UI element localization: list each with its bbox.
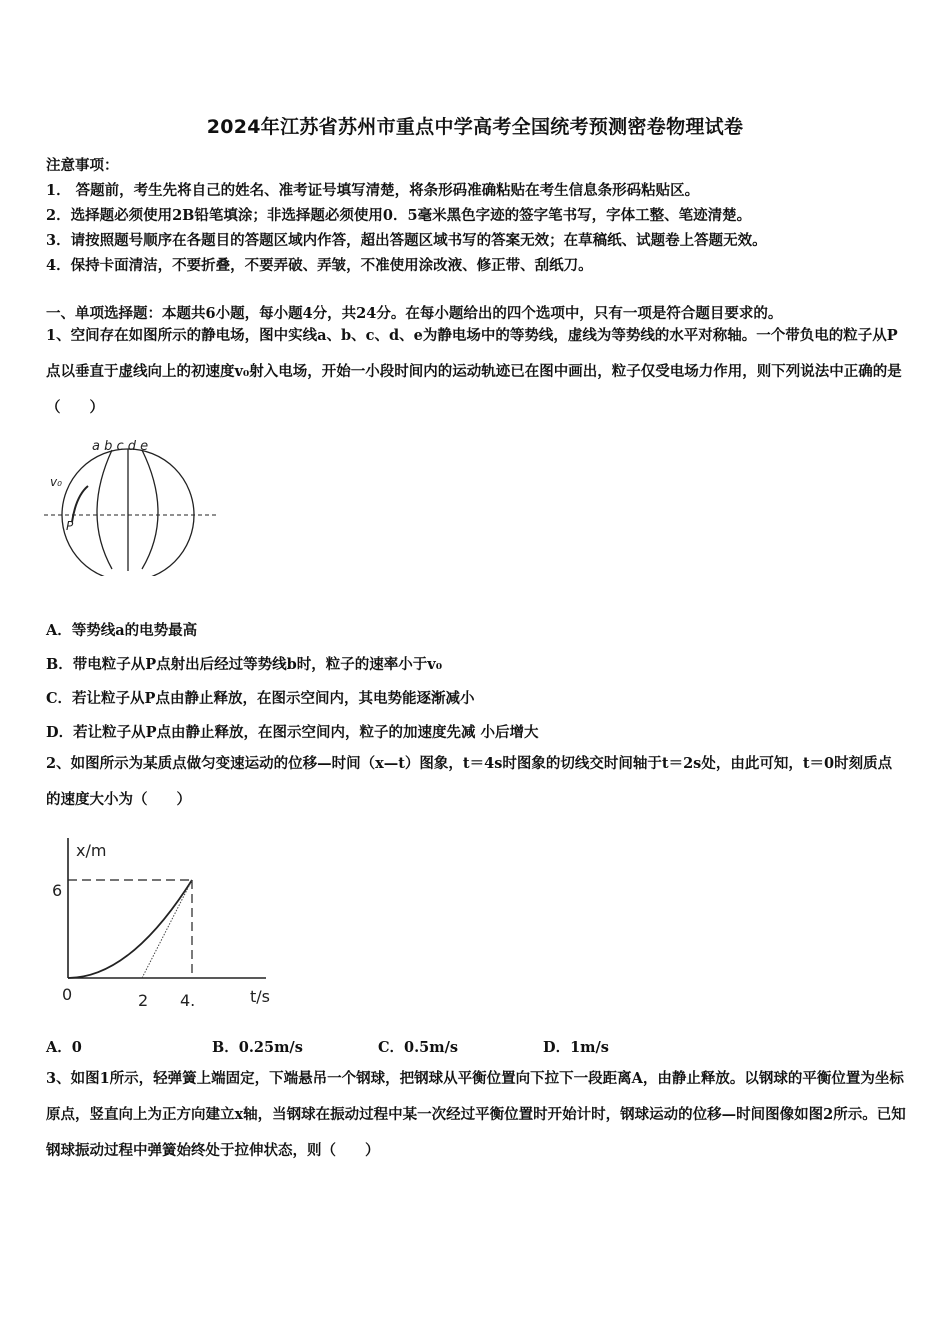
trajectory xyxy=(72,486,88,522)
xt-curve xyxy=(68,880,192,978)
p-label: P xyxy=(66,519,74,533)
x-tick-4: 4. xyxy=(180,991,196,1010)
question-2-stem: 2、如图所示为某质点做匀变速运动的位移—时间（x—t）图象，t＝4s时图象的切线交时间轴于t＝2s处，由此可知，t＝0时刻质点的速度大小为（ ） xyxy=(46,755,893,808)
q1-option-b: B．带电粒子从P点射出后经过等势线b时，粒子的速率小于v₀ xyxy=(46,656,443,673)
y-axis-label: x/m xyxy=(76,841,107,860)
page-title: 2024年江苏省苏州市重点中学高考全国统考预测密卷物理试卷 xyxy=(206,116,744,138)
y-tick-6: 6 xyxy=(52,881,63,900)
x-tick-2: 2 xyxy=(138,991,149,1010)
question-3-stem: 3、如图1所示，轻弹簧上端固定，下端悬吊一个钢球，把钢球从平衡位置向下拉下一段距离A，由静止释放。以钢球的平衡位置为坐标原点，竖直向上为正方向建立x轴，当钢球在振动过程中某一次经过平衡位置时开始计时，钢球运动的位移—时间图像如图2所示。已知钢球振动过程中弹簧始终处于拉伸状态，则（ ） xyxy=(46,1070,906,1159)
line-labels: a b c d e xyxy=(92,439,149,454)
origin-label: 0 xyxy=(62,985,73,1004)
q1-option-a: A．等势线a的电势最高 xyxy=(46,622,198,639)
equipotential-d xyxy=(142,450,158,569)
section-heading: 一、单项选择题：本题共6小题，每小题4分，共24分。在每小题给出的四个选项中，只有一项是符合题目要求的。 xyxy=(46,305,783,322)
q2-option-d: D．1m/s xyxy=(543,1039,609,1056)
q2-option-b: B．0.25m/s xyxy=(212,1039,303,1056)
x-axis-label: t/s xyxy=(250,987,270,1006)
q1-figure xyxy=(42,436,222,576)
q1-option-d: D．若让粒子从P点由静止释放，在图示空间内，粒子的加速度先减 小后增大 xyxy=(46,724,539,741)
tangent-line xyxy=(142,880,192,978)
notice-item: 3．请按照题号顺序在各题目的答题区域内作答，超出答题区域书写的答案无效；在草稿纸、试题卷上答题无效。 xyxy=(46,232,767,249)
notice-item: 2．选择题必须使用2B铅笔填涂；非选择题必须使用0．5毫米黑色字迹的签字笔书写，字体工整、笔迹清楚。 xyxy=(46,207,752,224)
v0-label: v₀ xyxy=(50,475,62,489)
notice-heading: 注意事项： xyxy=(46,157,119,174)
notice-item: 1． 答题前，考生先将自己的姓名、准考证号填写清楚，将条形码准确粘贴在考生信息条形码粘贴区。 xyxy=(46,182,700,199)
q2-option-c: C．0.5m/s xyxy=(378,1039,459,1056)
question-1-stem: 1、空间存在如图所示的静电场，图中实线a、b、c、d、e为静电场中的等势线，虚线为等势线的水平对称轴。一个带负电的粒子从P点以垂直于虚线向上的初速度v₀射入电场，开始一小段时间内的运动轨迹已在图中画出，粒子仅受电场力作用，则下列说法中正确的是（ ） xyxy=(46,327,902,416)
equipotential-b xyxy=(97,450,112,569)
q2-graph xyxy=(44,832,294,1017)
notice-item: 4．保持卡面清洁，不要折叠，不要弄破、弄皱，不准使用涂改液、修正带、刮纸刀。 xyxy=(46,257,593,274)
q1-option-c: C．若让粒子从P点由静止释放，在图示空间内，其电势能逐渐减小 xyxy=(46,690,475,707)
q2-option-a: A．0 xyxy=(46,1039,82,1056)
